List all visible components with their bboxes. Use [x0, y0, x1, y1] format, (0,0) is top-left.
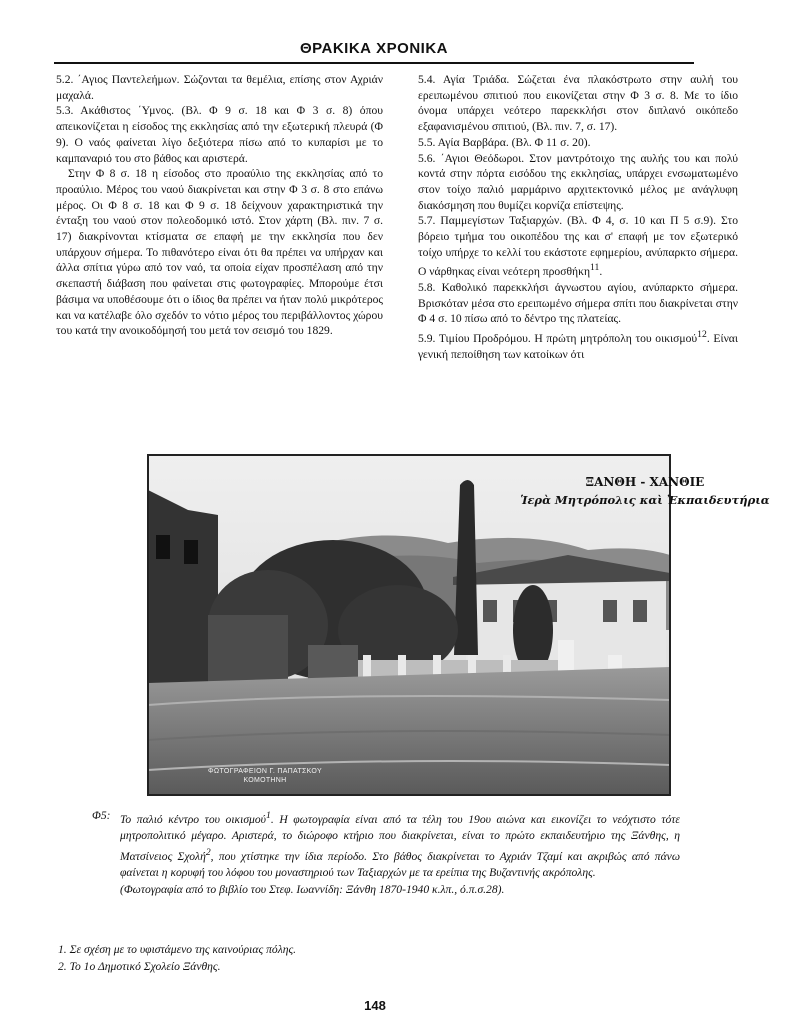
paragraph-5-6: 5.6. ΄Αγιοι Θεόδωροι. Στον μαντρότοιχο της αυλής του και πολύ κοντά στην πόρτα εισόδου της εκκλησίας, υπάρχει ενσωματωμένο στον τοίχο παλιό μαρμάρινο αρχιτεκτονικό μέλος με ανάγλυφη διακόσμηση που θυμίζει κορνίζα επίστεψης. — [418, 151, 738, 212]
header-rule — [54, 62, 694, 64]
footnote-1: 1. Σε σχέση με το υφιστάμενο της καινούριας πόλης. — [58, 943, 297, 956]
paragraph-5-7 — [418, 213, 738, 280]
figure-caption — [92, 808, 681, 898]
paragraph-5-9-text-a: 5.9. Τιμίου Προδρόμου. Η πρώτη μητρόπολη του οικισμού — [418, 331, 698, 345]
footnotes — [58, 942, 678, 975]
running-header: ΘΡΑΚΙΚΑ ΧΡΟΝΙΚΑ — [299, 40, 449, 57]
caption-footnote-ref-2: 2 — [205, 846, 211, 858]
paragraph-5-8: 5.8. Καθολικό παρεκκλήσι άγνωστου αγίου, ανύπαρκτο σήμερα. Βρισκόταν μέσα στο ερειπωμένο σήμερα σπίτι που διακρίνεται στην Φ 4 σ. 10 πίσω από το δέντρο της πλατείας. — [418, 281, 738, 326]
paragraph-5-5: 5.5. Αγία Βαρβάρα. (Βλ. Φ 11 σ. 20). — [418, 135, 591, 149]
page-number: 148 — [364, 998, 386, 1013]
paragraph-5-7-text: 5.7. Παμμεγίστων Ταξιαρχών. (Βλ. Φ 4, σ. 10 και Π 5 σ.9). Στο βόρειο τμήμα του οικοπέδου της και σ' επαφή με τον εξωτερικό τοίχο υπήρχε το κελλί του εκάστοτε εφημερίου, ανύπαρκτο σήμερα. Ο νάρθηκας είναι νεότερη προσθήκη — [418, 214, 738, 279]
caption-label: Φ5: — [92, 809, 111, 822]
photo-subtitle: Ἱερὰ Μητρόπολις καὶ Ἐκπαιδευτήρια — [520, 493, 770, 507]
left-column — [56, 72, 383, 339]
photo-title: ΞΑΝΘΗ - ΧΑΝΘΙΕ — [585, 475, 705, 489]
photographer-stamp: ΦΩΤΟΓΡΑΦΕΙΟΝ Γ. ΠΑΠΑΤΣΚΟΥ ΚΟΜΟΤΗΝΗ — [208, 768, 322, 784]
photo-credit: (Φωτογραφία από το βιβλίο του Στεφ. Ιωαννίδη: Ξάνθη 1870-1940 κ.λπ., ό.π.σ.28). — [120, 882, 505, 896]
paragraph-5-4: 5.4. Αγία Τριάδα. Σώζεται ένα πλακόστρωτο στην αυλή του ερειπωμένου σπιτιού που εικονίζεται στην Φ 3 σ. 8. Με το ίδιο όνομα υπάρχει νεότερο παρεκκλήσι στον διπλανό οικόπεδο εξαφανισμένου σπιτιού, (Βλ. πιν. 7, σ. 17). — [418, 73, 738, 134]
footnote-ref-11: 11 — [590, 262, 600, 274]
footnote-ref-12: 12 — [697, 329, 707, 341]
footnote-2: 2. Το 1ο Δημοτικό Σχολείο Ξάνθης. — [58, 959, 221, 973]
right-column — [418, 72, 738, 362]
caption-text-a: Το παλιό κέντρο του οικισμού — [120, 812, 266, 826]
paragraph-5-3-continued: Στην Φ 8 σ. 18 η είσοδος στο προαύλιο της εκκλησίας από το προαύλιο. Μέρος του ναού διακρίνεται και στην Φ 3 σ. 8 στο επάνω μέρος. Οι Φ 8 σ. 18 και Φ 9 σ. 18 δείχνουν χαρακτηριστικά την ένταξη του ναού στον πολεοδομικό ιστό. Στον χάρτη (Βλ. πιν. 7 σ. 17) διακρίνονται κτίσματα σε επαφή με την εκκλησία που δεν υπάρχουν σήμερα. Το πιθανότερο είναι ότι θα πρέπει να υπήρχαν και άλλα σπίτια γύρω από τον ναό, τα οποία είχαν προσπέλαση από την σκεπαστή διάβαση που φαίνεται στις φωτογραφίες. Μπορούμε έτσι βάσιμα να υποθέσουμε ότι ο ίδιος θα πρέπει να ήταν πολύ μικρότερος και να κατέλαβε όλο σχεδόν το νότιο μέρος του περιβάλλοντος χώρου του κατά την ανοικοδόμησή του μετά τον σεισμό του 1829. — [56, 167, 383, 338]
paragraph-5-9 — [418, 327, 738, 362]
caption-text — [120, 808, 680, 882]
historic-photograph — [148, 455, 770, 795]
caption-text-c: , που χτίστηκε την ίδια περίοδο. Στο βάθος διακρίνεται το Αχριάν Τζαμί και ακριβώς από πάνω φαίνεται η κορυφή του λόφου του μοναστηριού των Ταξιαρχών με τα ερείπια της Βυζαντινής ακρόπολης. — [120, 849, 681, 880]
paragraph-5-7-end: . — [599, 265, 603, 279]
paragraph-5-2: 5.2. ΄Αγιος Παντελεήμων. Σώζονται τα θεμέλια, επίσης στον Αχριάν μαχαλά. — [56, 73, 383, 102]
paragraph-5-9-text-b: . Είναι γενική πεποίθηση των κατοίκων ότι — [418, 331, 739, 361]
caption-text-b: . Η φωτογραφία είναι από τα τέλη του 19ου αιώνα και εικονίζει το νεόχτιστο τότε μητροπολιτικό μέγαρο. Αριστερά, το διώροφο κτήριο που διακρίνεται, είναι το πρώτο εκπαιδευτήριο της Ξάνθης, η Ματσίνειος Σχολή — [120, 812, 680, 863]
caption-footnote-ref-1: 1 — [266, 810, 271, 821]
paragraph-5-3: 5.3. Ακάθιστος ΄Υμνος. (Βλ. Φ 9 σ. 18 και Φ 3 σ. 8) όπου απεικονίζεται η είσοδος της εκκλησίας από την εξωτερική πλευρά (Φ 9). Ο ναός φαίνεται λίγο δεξιότερα πίσω από το κυπαρίσι με το καμπαναριό του στο βάθος και αριστερά. — [56, 104, 383, 165]
